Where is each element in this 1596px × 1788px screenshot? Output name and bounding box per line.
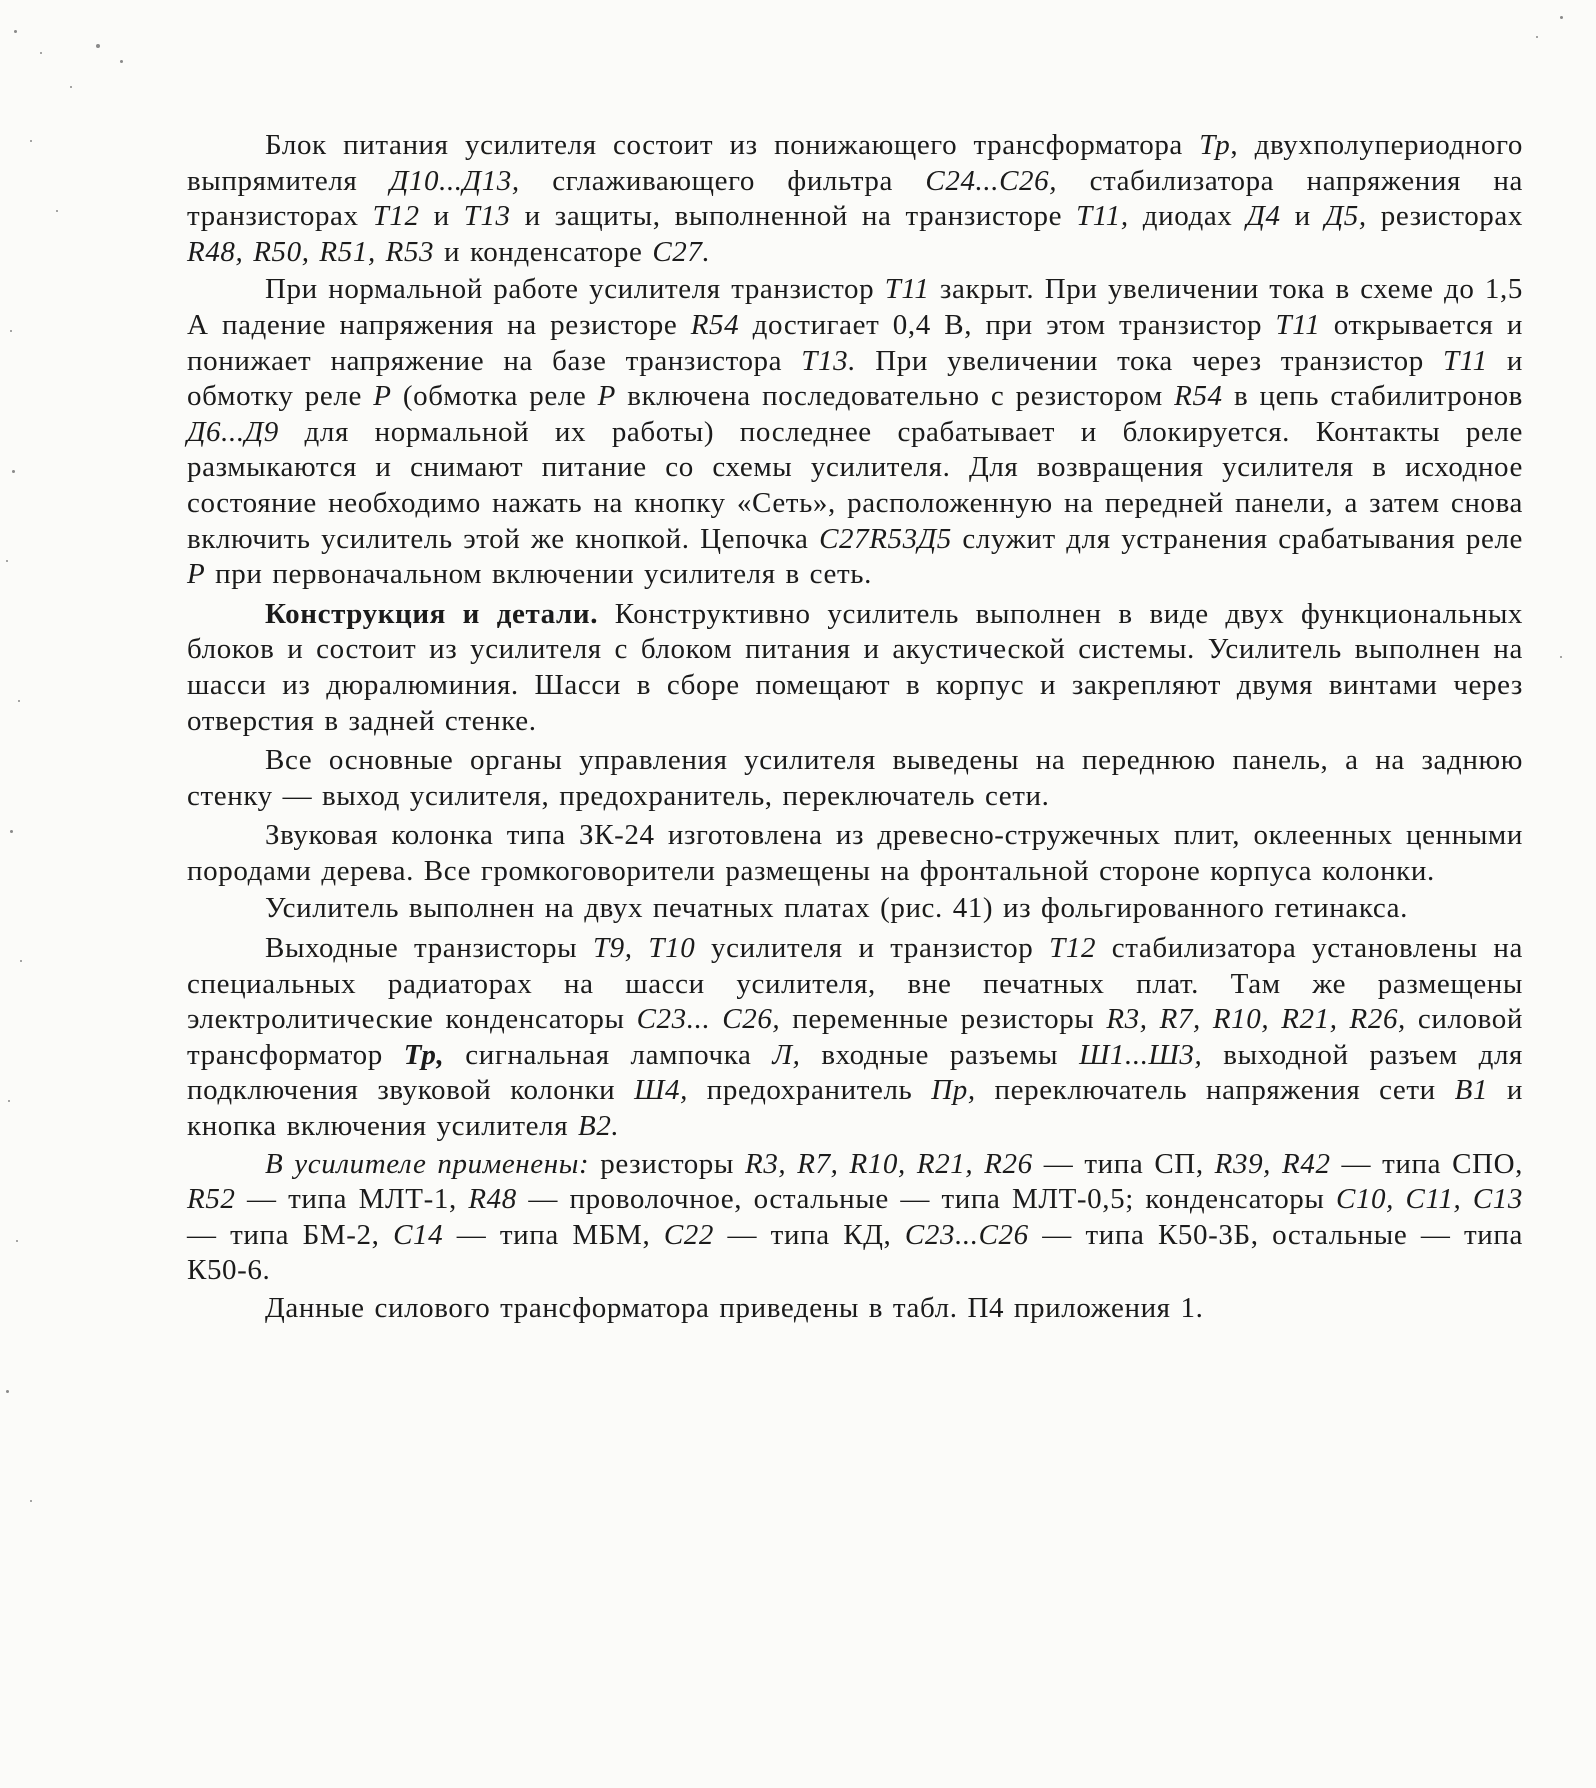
- text-segment: — типа МБМ,: [443, 1218, 664, 1251]
- text-segment: выходной разъем для подключения звуковой колонки: [187, 1038, 1523, 1107]
- text-segment: — проволочное, остальные — типа МЛТ-0,5; конденсаторы: [516, 1183, 1336, 1216]
- paragraph-construction: [187, 597, 1523, 739]
- text-segment: Т11: [1442, 344, 1488, 377]
- text-segment: Р: [373, 380, 392, 413]
- text-segment: Д5,: [1324, 200, 1367, 233]
- text-segment: — типа БМ-2,: [187, 1218, 394, 1251]
- text-segment: входные разъемы: [800, 1038, 1080, 1071]
- text-segment: С23...С26: [904, 1218, 1029, 1251]
- text-segment: открывается и понижает напряжение на базе транзистора: [187, 308, 1524, 377]
- text-segment: Ш4,: [634, 1074, 688, 1107]
- scan-speck: [12, 470, 15, 473]
- text-segment: и: [1280, 200, 1325, 233]
- text-segment: — типа К50-3Б, остальные — типа К50-6.: [187, 1218, 1523, 1287]
- scan-speck: [120, 60, 123, 63]
- text-segment: С27R53Д5: [819, 522, 952, 555]
- text-segment: Т11,: [1076, 200, 1129, 233]
- body-text: [187, 128, 1523, 1329]
- text-segment: стабилизатора установлены на специальных радиаторах на шасси усилителя, вне печатных плат. Там же размещены электролитические конденсаторы: [187, 932, 1523, 1036]
- text-segment: Т12: [372, 200, 420, 233]
- text-segment: Д4: [1246, 200, 1281, 233]
- text-segment: С10, С11, С13: [1336, 1183, 1523, 1216]
- paragraph-boards: [187, 891, 1523, 927]
- scan-speck: [10, 830, 13, 833]
- scan-speck: [56, 210, 58, 212]
- text-segment: Тр: [1199, 129, 1231, 161]
- text-segment: , двухполупериодного выпрямителя: [187, 129, 1523, 197]
- text-segment: С27.: [652, 235, 711, 268]
- text-segment: R52: [187, 1183, 236, 1216]
- text-segment: R54: [690, 308, 740, 341]
- scan-speck: [40, 52, 42, 54]
- scan-speck: [70, 86, 72, 88]
- text-segment: и защиты, выполненной на транзисторе: [510, 200, 1077, 233]
- scan-speck: [6, 1390, 9, 1393]
- text-segment: при первоначальном включении усилителя в сеть.: [205, 558, 872, 591]
- text-segment: — типа МЛТ-1,: [235, 1183, 469, 1216]
- paragraph-output-transistors: [187, 931, 1523, 1145]
- paragraph-transformer-data: [187, 1291, 1523, 1327]
- text-segment: стабилизатора напряжения на транзисторах: [187, 164, 1523, 233]
- text-segment: достигает 0,4 В, при этом транзистор: [739, 308, 1276, 341]
- text-segment: Р: [187, 558, 206, 591]
- text-segment: Звуковая колонка типа ЗК-24 изготовлена из древесно-стружечных плит, оклеенных ценными породами дерева. Все громкоговорители размещены на фронтальной стороне корпуса колонки.: [187, 819, 1523, 887]
- scan-speck: [1560, 16, 1563, 19]
- text-segment: закрыт. При увеличении тока в схеме до 1,5 А падение напряжения на резисторе: [187, 273, 1523, 341]
- text-segment: — типа СПО,: [1330, 1147, 1523, 1180]
- text-segment: диодах: [1128, 200, 1247, 233]
- text-segment: С23... С26,: [636, 1003, 781, 1036]
- text-segment: С24...С26,: [925, 164, 1058, 197]
- scan-speck: [20, 960, 22, 962]
- text-segment: R48: [468, 1183, 517, 1216]
- text-segment: силовой трансформатор: [187, 1003, 1523, 1071]
- text-segment: предохранитель: [687, 1074, 932, 1107]
- paragraph-normal-operation: [187, 272, 1523, 592]
- paragraph-components: [187, 1147, 1523, 1289]
- text-segment: Ш1...Ш3,: [1079, 1038, 1203, 1071]
- text-segment: R3, R7, R10, R21, R26,: [1106, 1003, 1406, 1036]
- text-segment: и кнопка включения усилителя: [187, 1074, 1523, 1143]
- scan-speck: [6, 560, 8, 562]
- text-segment: Т13: [463, 200, 511, 233]
- scan-speck: [14, 30, 17, 33]
- text-segment: (обмотка реле: [391, 380, 598, 413]
- text-segment: — типа КД,: [714, 1218, 905, 1251]
- scan-speck: [30, 1500, 32, 1502]
- paragraph-power-supply: [187, 128, 1523, 270]
- text-segment: — типа СП,: [1032, 1147, 1215, 1180]
- text-segment: Т13.: [801, 344, 857, 377]
- text-segment: усилителя и транзистор: [695, 932, 1050, 965]
- scan-speck: [8, 1100, 10, 1102]
- text-segment: R48, R50, R51, R53: [187, 235, 435, 268]
- scan-speck: [1536, 36, 1538, 38]
- text-segment: служит для устранения срабатывания реле: [951, 522, 1523, 555]
- text-segment: Т12: [1049, 932, 1097, 965]
- text-segment: R3, R7, R10, R21, R26: [745, 1147, 1033, 1180]
- text-segment: включена последовательно с резистором: [616, 380, 1175, 413]
- text-segment: Д6...Д9: [187, 415, 279, 448]
- text-segment: резисторах: [1366, 200, 1523, 233]
- text-segment: и конденсаторе: [434, 235, 653, 268]
- text-segment: Р: [597, 380, 616, 413]
- text-segment: Пр,: [931, 1074, 976, 1107]
- text-segment: сглаживающего фильтра: [519, 164, 926, 197]
- paragraph-speaker: [187, 818, 1523, 889]
- text-segment: Конструктивно усилитель выполнен в виде двух функциональных блоков и состоит из усилителя с блоком питания и акустической системы. Усилитель выполнен на шасси из дюралюминия. Шасси в сборе помещают в корпус и закрепляют двумя винтами через отверстия в задней стенке.: [187, 597, 1524, 737]
- text-segment: для нормальной их работы) последнее срабатывает и блокируется. Контакты реле размыкаются и снимают питание со схемы усилителя. Для возвращения усилителя в исходное состояние необходимо нажать на кнопку «Сеть», расположенную на передней панели, а затем снова включить усилитель этой же кнопкой. Цепочка: [187, 415, 1523, 555]
- paragraph-controls: [187, 743, 1523, 814]
- text-segment: Усилитель выполнен на двух печатных платах (рис. 41) из фольгированного гетинакса.: [265, 892, 1409, 925]
- text-segment: и: [419, 200, 464, 233]
- text-segment: Все основные органы управления усилителя выведены на переднюю панель, а на заднюю стенку — выход усилителя, предохранитель, переключатель сети.: [187, 744, 1523, 812]
- text-segment: В1: [1454, 1074, 1489, 1107]
- text-segment: Д10...Д13,: [389, 164, 520, 197]
- scan-speck: [1560, 656, 1562, 658]
- text-segment: Л,: [772, 1038, 801, 1071]
- text-segment: Блок питания усилителя состоит из понижающего трансформатора: [265, 129, 1200, 161]
- text-segment: и обмотку реле: [187, 344, 1523, 413]
- text-segment: резисторы: [589, 1147, 745, 1180]
- text-segment: Т9, Т10: [592, 932, 696, 965]
- text-segment: При увеличении тока через транзистор: [856, 344, 1443, 377]
- scan-speck: [18, 700, 20, 702]
- text-segment: В2.: [578, 1110, 620, 1143]
- scan-speck: [30, 140, 32, 142]
- scan-speck: [10, 330, 12, 332]
- text-segment: Выходные транзисторы: [265, 932, 593, 965]
- text-segment: R54: [1174, 380, 1223, 413]
- text-segment: Конструкция и детали.: [265, 597, 599, 630]
- text-segment: переменные резисторы: [780, 1003, 1107, 1036]
- scan-speck: [16, 1240, 18, 1242]
- text-segment: С22: [663, 1218, 714, 1251]
- text-segment: Т11: [1275, 308, 1321, 341]
- text-segment: переключатель напряжения сети: [975, 1074, 1455, 1107]
- text-segment: в цепь стабилитронов: [1222, 380, 1523, 413]
- text-segment: Т11: [884, 273, 930, 306]
- text-segment: С14: [393, 1218, 444, 1251]
- text-segment: В усилителе применены:: [265, 1147, 590, 1180]
- text-segment: Данные силового трансформатора приведены в табл. П4 приложения 1.: [265, 1292, 1204, 1324]
- text-segment: При нормальной работе усилителя транзистор: [265, 273, 885, 306]
- text-segment: Тр,: [403, 1038, 445, 1071]
- text-segment: R39, R42: [1214, 1147, 1331, 1180]
- scan-speck: [96, 44, 100, 48]
- text-segment: сигнальная лампочка: [444, 1038, 773, 1071]
